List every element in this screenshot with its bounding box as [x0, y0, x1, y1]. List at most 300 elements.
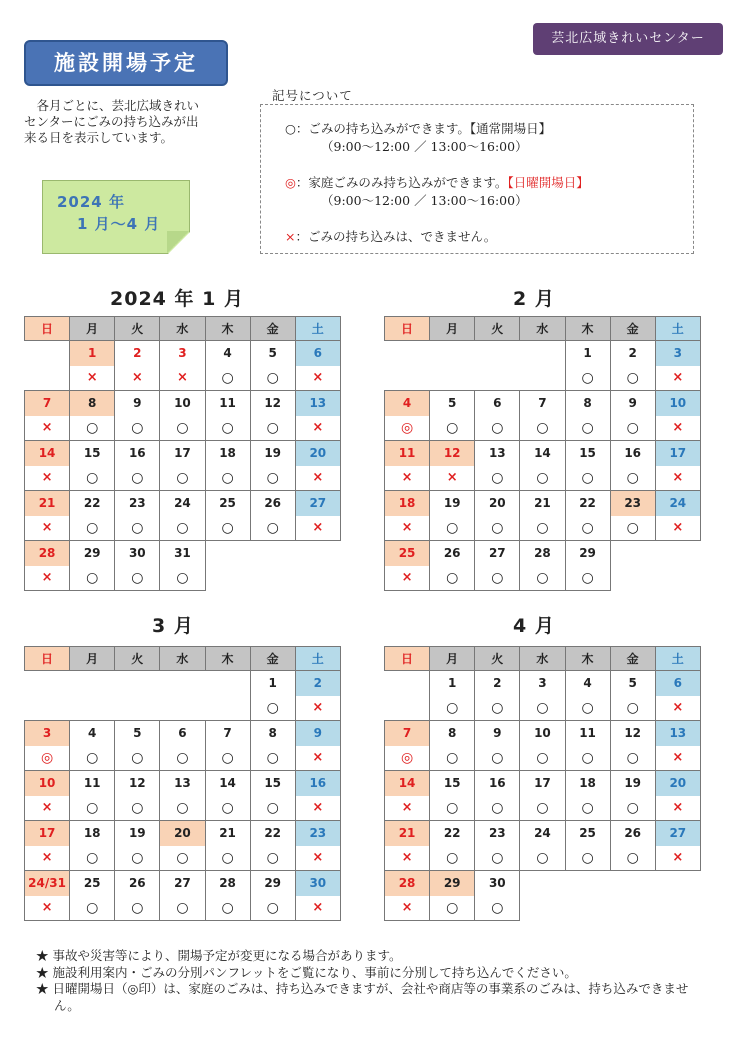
status-mark: ○ [160, 466, 205, 491]
weekday-header: 金 [610, 647, 655, 671]
status-mark: ○ [115, 516, 160, 541]
day-row [385, 391, 701, 416]
day-row [25, 721, 341, 746]
day-number: 6 [160, 721, 205, 746]
empty-cell [520, 341, 565, 366]
month-title-feb: 2 月 [513, 288, 555, 310]
day-number: 17 [520, 771, 565, 796]
status-row [385, 896, 701, 921]
weekday-header: 月 [70, 647, 115, 671]
status-mark: × [25, 416, 70, 441]
status-mark: ○ [115, 466, 160, 491]
status-mark: ○ [430, 696, 475, 721]
status-mark: ○ [610, 696, 655, 721]
weekday-header-row [25, 317, 341, 341]
day-number: 11 [70, 771, 115, 796]
status-mark: ○ [160, 566, 205, 591]
status-mark: ○ [70, 416, 115, 441]
weekday-header-row [25, 647, 341, 671]
day-number: 24 [655, 491, 700, 516]
day-number: 16 [610, 441, 655, 466]
empty-cell [655, 896, 700, 921]
empty-cell [115, 671, 160, 696]
empty-cell [205, 696, 250, 721]
sunday-open-mark-icon: ◎ [285, 175, 296, 190]
empty-cell [655, 871, 700, 896]
day-number: 8 [250, 721, 295, 746]
day-number: 16 [475, 771, 520, 796]
day-number: 15 [565, 441, 610, 466]
status-mark: ○ [475, 896, 520, 921]
day-number: 19 [430, 491, 475, 516]
day-number: 13 [160, 771, 205, 796]
weekday-header: 金 [250, 317, 295, 341]
weekday-header: 月 [70, 317, 115, 341]
day-number: 9 [115, 391, 160, 416]
month-title-jan: 2024 年 1 月 [110, 288, 244, 310]
status-mark: ○ [520, 696, 565, 721]
day-number: 2 [115, 341, 160, 366]
day-number: 23 [115, 491, 160, 516]
weekday-header: 木 [565, 647, 610, 671]
open-mark-icon: ○ [285, 121, 296, 136]
day-number: 14 [205, 771, 250, 796]
day-number: 9 [610, 391, 655, 416]
day-number: 26 [430, 541, 475, 566]
month-title-mar: 3 月 [152, 615, 194, 637]
day-number: 12 [250, 391, 295, 416]
day-number: 20 [295, 441, 340, 466]
day-number: 19 [610, 771, 655, 796]
status-mark: × [655, 416, 700, 441]
page-title: 施設開場予定 [24, 40, 228, 86]
day-number: 11 [205, 391, 250, 416]
empty-cell [205, 566, 250, 591]
day-number: 2 [475, 671, 520, 696]
day-number: 26 [115, 871, 160, 896]
status-mark: × [385, 516, 430, 541]
day-number: 29 [250, 871, 295, 896]
closed-mark-icon: × [285, 229, 296, 244]
day-number: 20 [655, 771, 700, 796]
day-row [385, 871, 701, 896]
day-row [385, 821, 701, 846]
day-number: 3 [160, 341, 205, 366]
empty-cell [25, 341, 70, 366]
status-mark: ○ [565, 366, 610, 391]
day-number: 7 [520, 391, 565, 416]
status-mark: ○ [115, 796, 160, 821]
status-row [25, 746, 341, 771]
calendar-april [384, 646, 701, 921]
status-mark: ○ [250, 846, 295, 871]
intro-text: 各月ごとに、芸北広域きれいセンターにごみの持ち込みが出来る日を表示しています。 [24, 98, 200, 145]
status-mark: ○ [250, 746, 295, 771]
legend-open [285, 119, 551, 137]
day-row [385, 441, 701, 466]
status-mark: × [655, 366, 700, 391]
legend-closed-text: ：ごみの持ち込みは、できません。 [295, 229, 497, 244]
empty-cell [295, 541, 340, 566]
status-row [25, 566, 341, 591]
status-mark: ○ [565, 846, 610, 871]
status-mark: ○ [475, 466, 520, 491]
weekday-header: 日 [385, 317, 430, 341]
status-mark: ○ [430, 796, 475, 821]
day-number: 22 [70, 491, 115, 516]
status-mark: ○ [520, 416, 565, 441]
status-mark: ○ [565, 416, 610, 441]
day-number: 12 [430, 441, 475, 466]
status-mark: × [295, 846, 340, 871]
empty-cell [565, 871, 610, 896]
empty-cell [610, 566, 655, 591]
calendar-january [24, 316, 341, 591]
status-mark: ○ [205, 796, 250, 821]
day-number: 18 [385, 491, 430, 516]
status-mark: ○ [610, 466, 655, 491]
day-number: 6 [295, 341, 340, 366]
day-number: 16 [115, 441, 160, 466]
status-mark: × [655, 796, 700, 821]
day-number: 24/31 [25, 871, 70, 896]
status-row [25, 896, 341, 921]
day-number: 8 [70, 391, 115, 416]
empty-cell [205, 541, 250, 566]
day-number: 30 [115, 541, 160, 566]
status-mark: ○ [430, 516, 475, 541]
weekday-header: 土 [655, 647, 700, 671]
status-mark: × [25, 846, 70, 871]
weekday-header: 月 [430, 647, 475, 671]
day-number: 4 [565, 671, 610, 696]
status-mark: × [25, 566, 70, 591]
weekday-header: 木 [205, 317, 250, 341]
status-mark: × [655, 696, 700, 721]
status-row [385, 846, 701, 871]
day-number: 23 [295, 821, 340, 846]
status-mark: ○ [475, 416, 520, 441]
day-number: 5 [430, 391, 475, 416]
status-mark: × [430, 466, 475, 491]
weekday-header-row [385, 647, 701, 671]
day-number: 5 [610, 671, 655, 696]
weekday-header: 土 [295, 647, 340, 671]
day-row [25, 491, 341, 516]
status-mark: × [115, 366, 160, 391]
day-row [25, 871, 341, 896]
calendar-march [24, 646, 341, 921]
status-mark: ◎ [385, 746, 430, 771]
day-number: 27 [160, 871, 205, 896]
day-number: 15 [430, 771, 475, 796]
status-mark: ○ [160, 896, 205, 921]
empty-cell [25, 671, 70, 696]
status-mark: ○ [205, 846, 250, 871]
day-row [385, 771, 701, 796]
day-number: 12 [610, 721, 655, 746]
weekday-header: 土 [295, 317, 340, 341]
weekday-header: 日 [25, 647, 70, 671]
day-number: 22 [565, 491, 610, 516]
empty-cell [520, 896, 565, 921]
status-mark: ○ [565, 516, 610, 541]
status-mark: × [385, 566, 430, 591]
status-mark: ○ [115, 846, 160, 871]
weekday-header: 水 [160, 647, 205, 671]
status-row [25, 516, 341, 541]
day-number: 6 [655, 671, 700, 696]
weekday-header: 金 [610, 317, 655, 341]
status-mark: ◎ [385, 416, 430, 441]
day-number: 31 [160, 541, 205, 566]
day-number: 18 [565, 771, 610, 796]
day-number: 30 [475, 871, 520, 896]
status-mark: × [655, 516, 700, 541]
status-mark: ○ [610, 516, 655, 541]
legend-open-text: ：ごみの持ち込みができます。【通常開場日】 [295, 121, 552, 136]
day-number: 11 [565, 721, 610, 746]
day-number: 2 [610, 341, 655, 366]
month-title-apr: 4 月 [513, 615, 555, 637]
legend-sunday-hours: （9:00～12:00 ／ 13:00～16:00） [321, 193, 528, 208]
status-mark: × [655, 466, 700, 491]
status-row [25, 796, 341, 821]
day-number: 27 [475, 541, 520, 566]
empty-cell [385, 696, 430, 721]
day-number: 28 [25, 541, 70, 566]
day-number: 3 [655, 341, 700, 366]
day-number: 4 [385, 391, 430, 416]
weekday-header: 水 [520, 317, 565, 341]
status-mark: × [25, 466, 70, 491]
empty-cell [160, 696, 205, 721]
day-number: 7 [25, 391, 70, 416]
status-mark: × [70, 366, 115, 391]
day-number: 14 [520, 441, 565, 466]
day-number: 7 [385, 721, 430, 746]
status-mark: ○ [250, 696, 295, 721]
weekday-header: 火 [475, 317, 520, 341]
day-number: 29 [70, 541, 115, 566]
status-mark: ○ [565, 696, 610, 721]
empty-cell [610, 871, 655, 896]
empty-cell [475, 366, 520, 391]
empty-cell [25, 696, 70, 721]
note-year: 2024 年 [57, 193, 125, 211]
day-number: 10 [160, 391, 205, 416]
day-number: 28 [385, 871, 430, 896]
day-number: 28 [520, 541, 565, 566]
status-mark: ○ [475, 796, 520, 821]
day-row [25, 771, 341, 796]
status-mark: ○ [610, 366, 655, 391]
day-number: 20 [160, 821, 205, 846]
status-mark: × [25, 796, 70, 821]
day-number: 1 [250, 671, 295, 696]
weekday-header: 土 [655, 317, 700, 341]
day-number: 17 [160, 441, 205, 466]
day-number: 5 [250, 341, 295, 366]
day-number: 28 [205, 871, 250, 896]
status-mark: × [25, 516, 70, 541]
status-row [25, 466, 341, 491]
status-row [25, 846, 341, 871]
status-row [385, 466, 701, 491]
legend-closed [285, 227, 496, 245]
day-number: 21 [25, 491, 70, 516]
status-mark: ○ [520, 566, 565, 591]
status-row [385, 796, 701, 821]
status-mark: ○ [520, 746, 565, 771]
empty-cell [295, 566, 340, 591]
status-mark: ○ [520, 466, 565, 491]
status-mark: ○ [565, 466, 610, 491]
day-row [385, 341, 701, 366]
empty-cell [655, 566, 700, 591]
empty-cell [70, 671, 115, 696]
day-number: 1 [430, 671, 475, 696]
weekday-header: 火 [475, 647, 520, 671]
status-row [385, 696, 701, 721]
day-row [385, 721, 701, 746]
day-number: 9 [295, 721, 340, 746]
status-mark: ○ [430, 896, 475, 921]
legend-sunday-text: ：家庭ごみのみ持ち込みができます。 [295, 175, 508, 190]
footer-note: ★ 日曜開場日（◎印）は、家庭のごみは、持ち込みできますが、会社や商店等の事業系のごみは、持ち込みできません。 [36, 981, 689, 1013]
status-mark: ○ [565, 566, 610, 591]
status-mark: ○ [610, 416, 655, 441]
day-number: 19 [115, 821, 160, 846]
status-mark: ○ [520, 516, 565, 541]
status-row [385, 516, 701, 541]
footer-note: ★ 事故や災害等により、開場予定が変更になる場合があります。 [36, 948, 402, 963]
status-mark: × [295, 366, 340, 391]
empty-cell [430, 341, 475, 366]
empty-cell [250, 541, 295, 566]
status-mark: ○ [70, 566, 115, 591]
status-mark: × [385, 896, 430, 921]
note-fold-shade [167, 231, 189, 253]
day-number: 30 [295, 871, 340, 896]
legend-open-hours: （9:00～12:00 ／ 13:00～16:00） [321, 139, 528, 154]
status-mark: × [295, 796, 340, 821]
status-mark: × [295, 696, 340, 721]
day-number: 15 [250, 771, 295, 796]
day-row [25, 671, 341, 696]
status-mark: ○ [115, 416, 160, 441]
weekday-header: 火 [115, 317, 160, 341]
status-row [385, 746, 701, 771]
day-number: 4 [205, 341, 250, 366]
status-mark: ○ [610, 796, 655, 821]
day-number: 12 [115, 771, 160, 796]
status-mark: ○ [475, 516, 520, 541]
calendar-february [384, 316, 701, 591]
day-number: 23 [475, 821, 520, 846]
day-number: 10 [520, 721, 565, 746]
status-mark: ○ [610, 746, 655, 771]
day-row [25, 391, 341, 416]
organization-badge: 芸北広域きれいセンター [533, 23, 723, 55]
day-number: 16 [295, 771, 340, 796]
status-mark: × [295, 416, 340, 441]
day-number: 21 [205, 821, 250, 846]
day-number: 7 [205, 721, 250, 746]
empty-cell [160, 671, 205, 696]
status-mark: ○ [205, 896, 250, 921]
status-mark: ○ [160, 746, 205, 771]
status-mark: ○ [430, 846, 475, 871]
status-mark: × [160, 366, 205, 391]
status-mark: × [655, 746, 700, 771]
day-number: 22 [430, 821, 475, 846]
day-number: 26 [610, 821, 655, 846]
day-number: 3 [520, 671, 565, 696]
weekday-header: 金 [250, 647, 295, 671]
day-number: 15 [70, 441, 115, 466]
status-mark: × [385, 846, 430, 871]
status-mark: ○ [250, 366, 295, 391]
legend-title: 記号について [272, 88, 353, 103]
weekday-header: 日 [385, 647, 430, 671]
status-mark: ○ [250, 516, 295, 541]
day-number: 29 [565, 541, 610, 566]
day-number: 13 [295, 391, 340, 416]
day-number: 27 [295, 491, 340, 516]
footer-notes [36, 948, 696, 1014]
status-mark: ○ [205, 366, 250, 391]
day-number: 23 [610, 491, 655, 516]
status-mark: ○ [430, 746, 475, 771]
empty-cell [520, 871, 565, 896]
empty-cell [205, 671, 250, 696]
day-row [385, 491, 701, 516]
status-row [385, 416, 701, 441]
status-mark: ○ [430, 416, 475, 441]
empty-cell [430, 366, 475, 391]
day-number: 25 [205, 491, 250, 516]
legend-box [260, 104, 694, 254]
day-number: 2 [295, 671, 340, 696]
status-mark: ○ [475, 696, 520, 721]
status-mark: ○ [475, 846, 520, 871]
day-number: 19 [250, 441, 295, 466]
day-number: 14 [385, 771, 430, 796]
empty-cell [610, 896, 655, 921]
weekday-header-row [385, 317, 701, 341]
status-mark: ○ [565, 796, 610, 821]
day-row [25, 341, 341, 366]
status-mark: ○ [70, 846, 115, 871]
status-mark: ○ [475, 746, 520, 771]
status-mark: ○ [160, 796, 205, 821]
status-mark: ○ [475, 566, 520, 591]
empty-cell [655, 541, 700, 566]
status-mark: ○ [115, 566, 160, 591]
status-row [25, 416, 341, 441]
day-number: 21 [520, 491, 565, 516]
day-number: 18 [70, 821, 115, 846]
status-mark: ○ [430, 566, 475, 591]
day-number: 13 [655, 721, 700, 746]
status-mark: ○ [565, 746, 610, 771]
status-mark: ○ [610, 846, 655, 871]
weekday-header: 水 [160, 317, 205, 341]
day-number: 10 [655, 391, 700, 416]
status-mark: ○ [115, 746, 160, 771]
day-number: 27 [655, 821, 700, 846]
